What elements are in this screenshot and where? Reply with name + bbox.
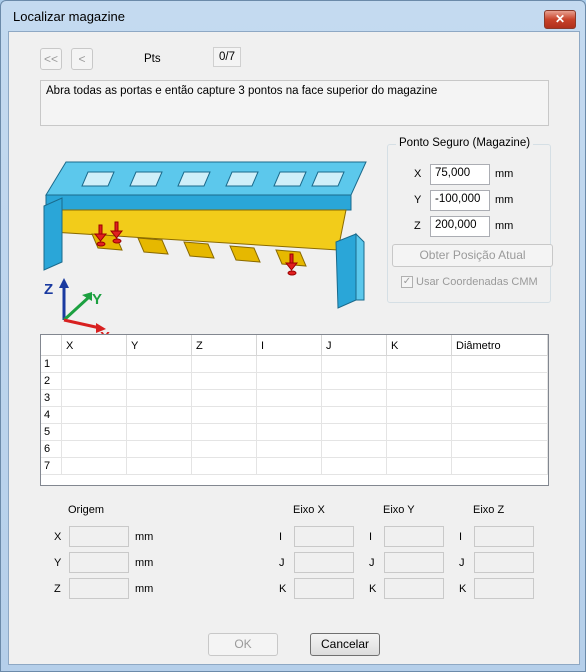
axis-x-j-field[interactable] bbox=[294, 552, 354, 573]
row-header[interactable]: 2 bbox=[41, 373, 62, 390]
row-header[interactable]: 6 bbox=[41, 441, 62, 458]
table-cell[interactable] bbox=[257, 458, 322, 475]
axis-z-title: Eixo Z bbox=[473, 504, 505, 516]
use-cmm-checkbox[interactable]: ✓ bbox=[402, 276, 412, 287]
axis-x-i-field[interactable] bbox=[294, 526, 354, 547]
table-cell[interactable] bbox=[452, 407, 548, 424]
column-header[interactable]: X bbox=[62, 335, 127, 356]
table-cell[interactable] bbox=[257, 390, 322, 407]
table-cell[interactable] bbox=[62, 424, 127, 441]
origin-z-unit: mm bbox=[135, 583, 154, 595]
first-point-button[interactable]: << bbox=[40, 48, 62, 70]
cancel-button[interactable]: Cancelar bbox=[310, 633, 380, 656]
table-cell[interactable] bbox=[192, 356, 257, 373]
origin-z-field[interactable] bbox=[69, 578, 129, 599]
safe-z-input[interactable]: 200,000 bbox=[430, 216, 490, 237]
axis-y-label: Y bbox=[92, 291, 103, 308]
table-cell[interactable] bbox=[257, 373, 322, 390]
row-header[interactable]: 7 bbox=[41, 458, 62, 475]
table-cell[interactable] bbox=[322, 390, 387, 407]
column-header[interactable]: Y bbox=[127, 335, 192, 356]
table-cell[interactable] bbox=[62, 356, 127, 373]
origin-x-unit: mm bbox=[135, 531, 154, 543]
axis-z-k-label: K bbox=[459, 583, 467, 595]
table-cell[interactable] bbox=[322, 424, 387, 441]
safe-z-label: Z bbox=[414, 220, 421, 232]
table-cell[interactable] bbox=[322, 441, 387, 458]
safe-x-input[interactable]: 75,000 bbox=[430, 164, 490, 185]
axis-y-j-field[interactable] bbox=[384, 552, 444, 573]
close-button[interactable]: ✕ bbox=[544, 10, 576, 29]
table-cell[interactable] bbox=[387, 390, 452, 407]
axis-x-k-label: K bbox=[279, 583, 287, 595]
dialog-body bbox=[8, 31, 580, 665]
table-cell[interactable] bbox=[127, 373, 192, 390]
table-cell[interactable] bbox=[387, 441, 452, 458]
column-header[interactable]: Diâmetro bbox=[452, 335, 548, 356]
table-cell[interactable] bbox=[127, 390, 192, 407]
table-cell[interactable] bbox=[192, 390, 257, 407]
axis-x-j-label: J bbox=[279, 557, 285, 569]
table-corner bbox=[41, 335, 62, 356]
column-header[interactable]: K bbox=[387, 335, 452, 356]
axis-y-k-field[interactable] bbox=[384, 578, 444, 599]
table-cell[interactable] bbox=[257, 441, 322, 458]
table-cell[interactable] bbox=[62, 441, 127, 458]
table-cell[interactable] bbox=[387, 458, 452, 475]
table-cell[interactable] bbox=[387, 424, 452, 441]
table-cell[interactable] bbox=[62, 373, 127, 390]
safe-y-input[interactable]: -100,000 bbox=[430, 190, 490, 211]
safe-x-unit: mm bbox=[495, 168, 514, 180]
safe-point-title: Ponto Seguro (Magazine) bbox=[396, 137, 533, 149]
safe-y-label: Y bbox=[414, 194, 422, 206]
table-cell[interactable] bbox=[387, 356, 452, 373]
axis-z-i-field[interactable] bbox=[474, 526, 534, 547]
points-table[interactable] bbox=[40, 334, 549, 486]
column-header[interactable]: Z bbox=[192, 335, 257, 356]
safe-x-label: X bbox=[414, 168, 422, 180]
table-cell[interactable] bbox=[322, 407, 387, 424]
table-cell[interactable] bbox=[322, 373, 387, 390]
title-bar bbox=[1, 1, 585, 31]
safe-z-unit: mm bbox=[495, 220, 514, 232]
table-cell[interactable] bbox=[387, 373, 452, 390]
table-cell[interactable] bbox=[127, 441, 192, 458]
table-cell[interactable] bbox=[192, 458, 257, 475]
table-cell[interactable] bbox=[127, 356, 192, 373]
table-cell[interactable] bbox=[257, 424, 322, 441]
table-cell[interactable] bbox=[127, 458, 192, 475]
axis-z-j-field[interactable] bbox=[474, 552, 534, 573]
table-cell[interactable] bbox=[452, 424, 548, 441]
origin-x-label: X bbox=[54, 531, 62, 543]
table-cell[interactable] bbox=[452, 373, 548, 390]
column-header[interactable]: I bbox=[257, 335, 322, 356]
table-cell[interactable] bbox=[127, 407, 192, 424]
origin-z-label: Z bbox=[54, 583, 61, 595]
axis-z-k-field[interactable] bbox=[474, 578, 534, 599]
origin-y-label: Y bbox=[54, 557, 62, 569]
row-header[interactable]: 1 bbox=[41, 356, 62, 373]
safe-y-unit: mm bbox=[495, 194, 514, 206]
table-cell[interactable] bbox=[192, 441, 257, 458]
axis-x-title: Eixo X bbox=[293, 504, 325, 516]
instruction-text: Abra todas as portas e então capture 3 pontos na face superior do magazine bbox=[40, 80, 549, 126]
axis-y-k-label: K bbox=[369, 583, 377, 595]
table-cell[interactable] bbox=[127, 424, 192, 441]
column-header[interactable]: J bbox=[322, 335, 387, 356]
row-header[interactable]: 5 bbox=[41, 424, 62, 441]
table-cell[interactable] bbox=[62, 407, 127, 424]
points-counter: 0/7 bbox=[213, 47, 241, 67]
axis-z-label: Z bbox=[44, 281, 54, 298]
table-cell[interactable] bbox=[452, 390, 548, 407]
table-cell[interactable] bbox=[62, 458, 127, 475]
row-header[interactable]: 3 bbox=[41, 390, 62, 407]
window-title: Localizar magazine bbox=[13, 9, 126, 24]
magazine-illustration bbox=[26, 150, 376, 318]
axis-y-title: Eixo Y bbox=[383, 504, 415, 516]
origin-title: Origem bbox=[68, 504, 105, 516]
table-cell[interactable] bbox=[257, 356, 322, 373]
table-cell[interactable] bbox=[452, 356, 548, 373]
table-cell[interactable] bbox=[387, 407, 452, 424]
origin-x-field[interactable] bbox=[69, 526, 129, 547]
table-cell[interactable] bbox=[322, 458, 387, 475]
table-cell[interactable] bbox=[192, 373, 257, 390]
table-cell[interactable] bbox=[322, 356, 387, 373]
axis-z-i-label: I bbox=[459, 531, 463, 543]
table-cell[interactable] bbox=[452, 458, 548, 475]
previous-point-button[interactable]: < bbox=[71, 48, 93, 70]
axis-z-j-label: J bbox=[459, 557, 465, 569]
ok-button[interactable]: OK bbox=[208, 633, 278, 656]
axis-y-j-label: J bbox=[369, 557, 375, 569]
axis-y-i-label: I bbox=[369, 531, 373, 543]
table-cell[interactable] bbox=[257, 407, 322, 424]
table-cell[interactable] bbox=[192, 424, 257, 441]
table-cell[interactable] bbox=[192, 407, 257, 424]
origin-y-field[interactable] bbox=[69, 552, 129, 573]
get-current-position-button[interactable]: Obter Posição Atual bbox=[392, 244, 553, 267]
axis-x-i-label: I bbox=[279, 531, 283, 543]
table-cell[interactable] bbox=[452, 441, 548, 458]
row-header[interactable]: 4 bbox=[41, 407, 62, 424]
use-cmm-label: Usar Coordenadas CMM bbox=[416, 276, 538, 288]
table-cell[interactable] bbox=[62, 390, 127, 407]
origin-y-unit: mm bbox=[135, 557, 154, 569]
points-label: Pts bbox=[144, 53, 161, 65]
axis-y-i-field[interactable] bbox=[384, 526, 444, 547]
axis-x-k-field[interactable] bbox=[294, 578, 354, 599]
